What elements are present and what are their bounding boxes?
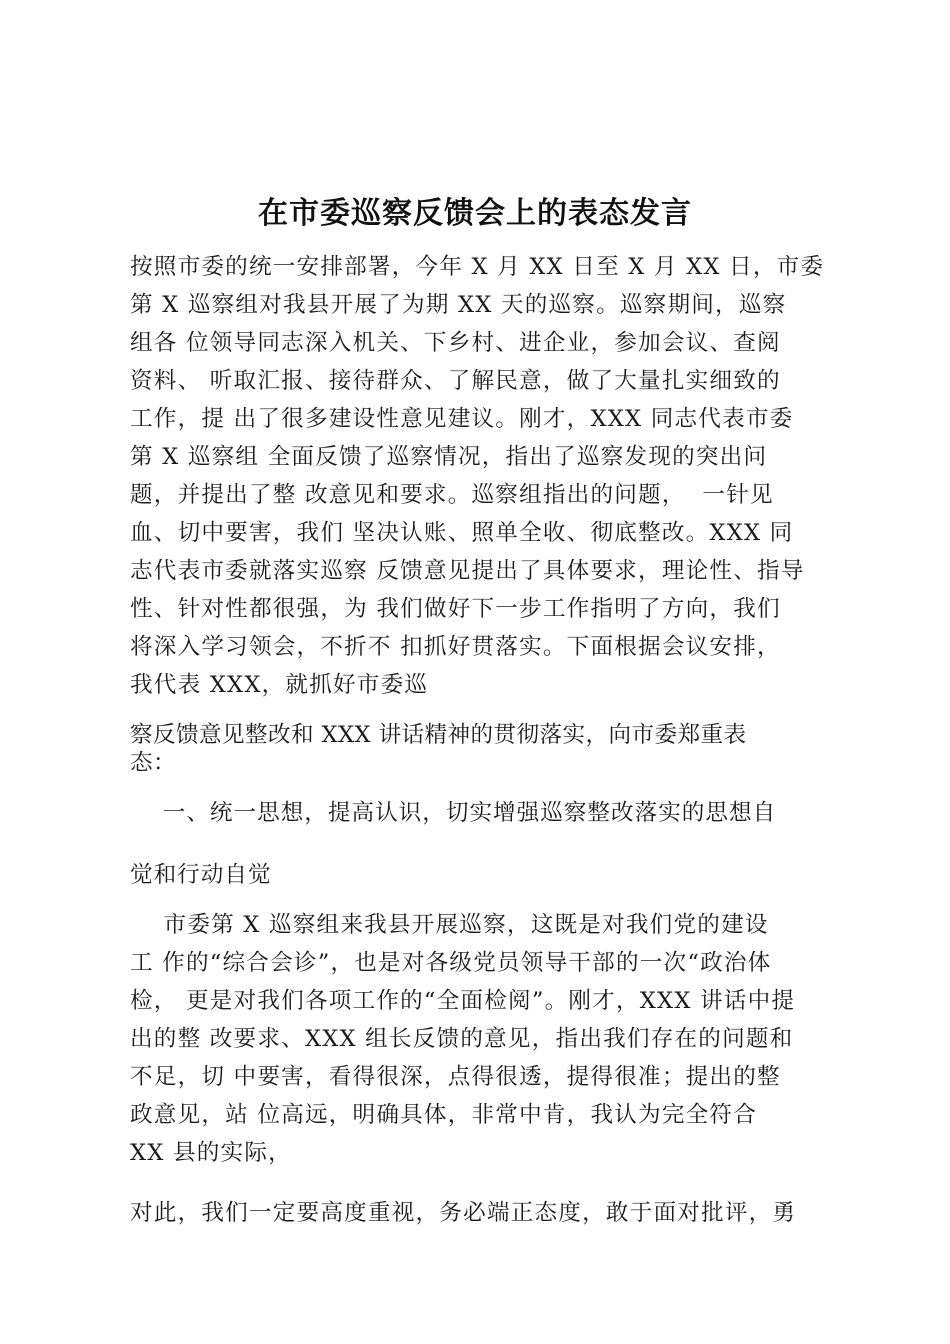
body-line: 出的整 改要求、XXX 组长反馈的意见，指出我们存在的问题和 (130, 1026, 794, 1052)
body-line: 态： (130, 750, 176, 776)
body-line: 察反馈意见整改和 XXX 讲话精神的贯彻落实，向市委郑重表 (130, 722, 747, 748)
document-title: 在市委巡察反馈会上的表态发言 (258, 196, 692, 231)
body-line: 将深入学习领会，不折不 扣抓好贯落实。下面根据会议安排， (130, 634, 781, 660)
body-line: 不足，切 中要害，看得很深，点得很透，提得很准；提出的整 (130, 1064, 781, 1090)
body-line: 按照市委的统一安排部署，今年 X 月 XX 日至 X 月 XX 日，市委 (130, 254, 825, 280)
body-line: 工 作的“综合会诊”，也是对各级党员领导干部的一次“政治体 (130, 950, 772, 976)
body-line: 我代表 XXX，就抓好市委巡 (130, 672, 429, 698)
body-line: 志代表市委就落实巡察 反馈意见提出了具体要求，理论性、指导 (130, 558, 805, 584)
body-line: 检， 更是对我们各项工作的“全面检阅”。刚才，XXX 讲话中提 (130, 988, 796, 1014)
body-line: 政意见，站 位高远，明确具体，非常中肯，我认为完全符合 (130, 1102, 758, 1128)
body-line: 性、针对性都很强，为 我们做好下一步工作指明了方向，我们 (130, 596, 781, 622)
section-heading: 一、统一思想，提高认识，切实增强巡察整改落实的思想自 (130, 800, 777, 826)
body-line: 第 X 巡察组对我县开展了为期 XX 天的巡察。巡察期间，巡察 (130, 292, 787, 318)
body-line: 资料、 听取汇报、接待群众、了解民意，做了大量扎实细致的 (130, 368, 781, 394)
section-heading-continued: 觉和行动自觉 (130, 862, 272, 888)
body-line: XX 县的实际， (130, 1140, 292, 1166)
body-line: 对此，我们一定要高度重视，务必端正态度，敢于面对批评，勇 (130, 1200, 797, 1226)
body-line: 第 X 巡察组 全面反馈了巡察情况，指出了巡察发现的突出问 (130, 444, 768, 470)
body-line: 血、切中要害，我们 坚决认账、照单全收、彻底整改。XXX 同 (130, 520, 794, 546)
body-line: 工作，提 出了很多建设性意见建议。刚才，XXX 同志代表市委 (130, 406, 794, 432)
body-line: 市委第 X 巡察组来我县开展巡察，这既是对我们党的建设 (130, 912, 769, 938)
body-line: 题，并提出了整 改意见和要求。巡察组指出的问题， 一针见 (130, 482, 774, 508)
body-line: 组各 位领导同志深入机关、下乡村、进企业，参加会议、查阅 (130, 330, 781, 356)
